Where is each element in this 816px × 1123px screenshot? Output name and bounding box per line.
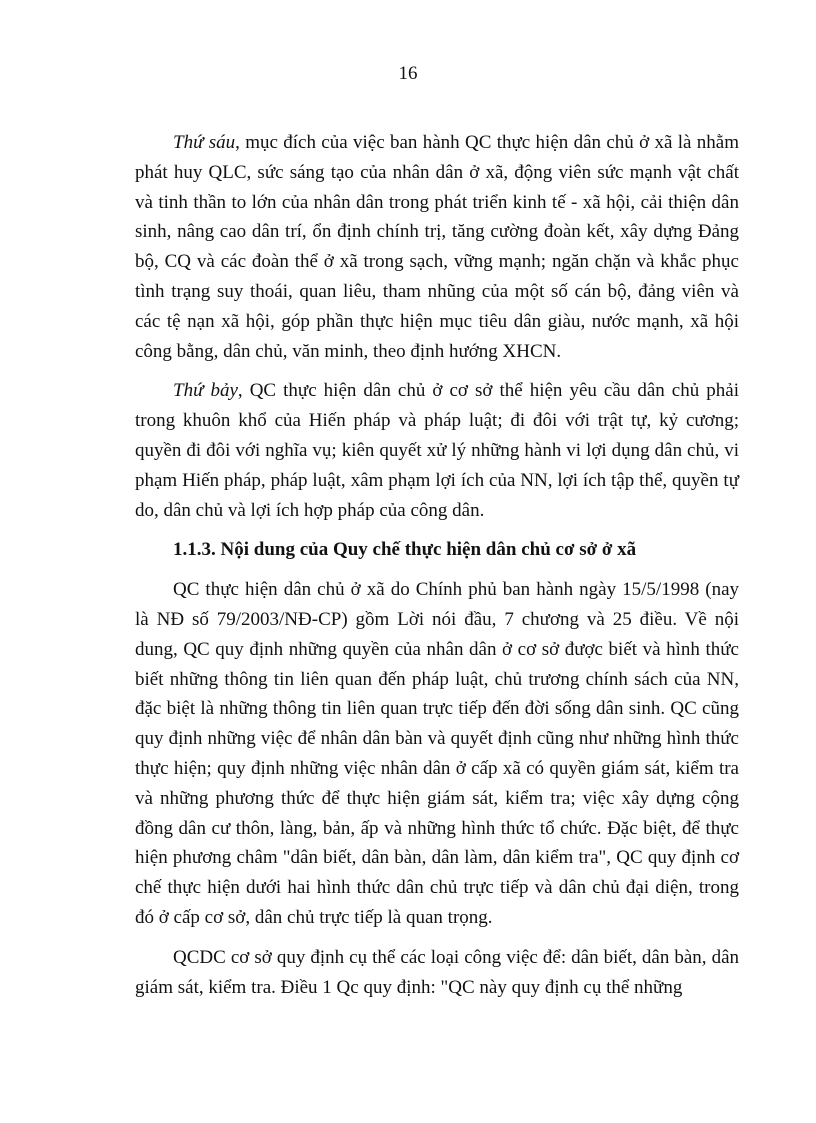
paragraph-text: , QC thực hiện dân chủ ở cơ sở thể hiện yêu cầu dân chủ phải trong khuôn khổ của Hiến pháp và pháp luật; đi đôi với trật tự, kỷ cương; quyền đi đôi với nghĩa vụ; kiên quyết xử lý những hành vi lợi dụng dân chủ, vi phạm Hiến pháp, pháp luật, xâm phạm lợi ích của NN, lợi ích tập thể, quyền tự do, dân chủ và lợi ích hợp pháp của công dân.	[135, 380, 739, 521]
paragraph-quy-che-content: QC thực hiện dân chủ ở xã do Chính phủ ban hành ngày 15/5/1998 (nay là NĐ số 79/2003/NĐ-CP) gồm Lời nói đầu, 7 chương và 25 điều. Về nội dung, QC quy định những quyền của nhân dân ở cơ sở được biết và hình thức biết những thông tin liên quan đến pháp luật, chủ trương chính sách của NN, đặc biệt là những thông tin liên quan trực tiếp đến đời sống dân sinh. QC cũng quy định những việc để nhân dân bàn và quyết định cũng như những hình thức thực hiện; quy định những việc nhân dân ở cấp xã có quyền giám sát, kiểm tra và những phương thức để thực hiện giám sát, kiểm tra; việc xây dựng cộng đồng dân cư thôn, làng, bản, ấp và những hình thức tổ chức. Đặc biệt, để thực hiện phương châm "dân biết, dân bàn, dân làm, dân kiểm tra", QC quy định cơ chế thực hiện dưới hai hình thức dân chủ trực tiếp và dân chủ đại diện, trong đó ở cấp cơ sở, dân chủ trực tiếp là quan trọng.	[135, 579, 739, 928]
paragraph-lead-italic: Thứ bảy	[173, 380, 238, 402]
paragraph-text: , mục đích của việc ban hành QC thực hiện dân chủ ở xã là nhằm phát huy QLC, sức sáng tạo của nhân dân ở xã, động viên sức mạnh vật chất và tinh thần to lớn của nhân dân trong phát triển kinh tế - xã hội, cải thiện dân sinh, nâng cao dân trí, ổn định chính trị, tăng cường đoàn kết, xây dựng Đảng bộ, CQ và các đoàn thể ở xã trong sạch, vững mạnh; ngăn chặn và khắc phục tình trạng suy thoái, quan liêu, tham nhũng của một số cán bộ, đảng viên và các tệ nạn xã hội, góp phần thực hiện mục tiêu dân giàu, nước mạnh, xã hội công bằng, dân chủ, văn minh, theo định hướng XHCN.	[135, 132, 740, 362]
body-text	[135, 128, 739, 1012]
paragraph-thu-sau	[135, 128, 739, 366]
paragraph-lead-italic: Thứ sáu	[173, 132, 236, 153]
page-number: 16	[398, 63, 418, 84]
paragraph-qcdc: QCDC cơ sở quy định cụ thể các loại công việc để: dân biết, dân bàn, dân giám sát, kiểm tra. Điều 1 Qc quy định: "QC này quy định cụ thể những	[135, 946, 739, 998]
paragraph-thu-bay	[135, 376, 739, 525]
section-heading: 1.1.3. Nội dung của Quy chế thực hiện dân chủ cơ sở ở xã	[173, 539, 637, 561]
